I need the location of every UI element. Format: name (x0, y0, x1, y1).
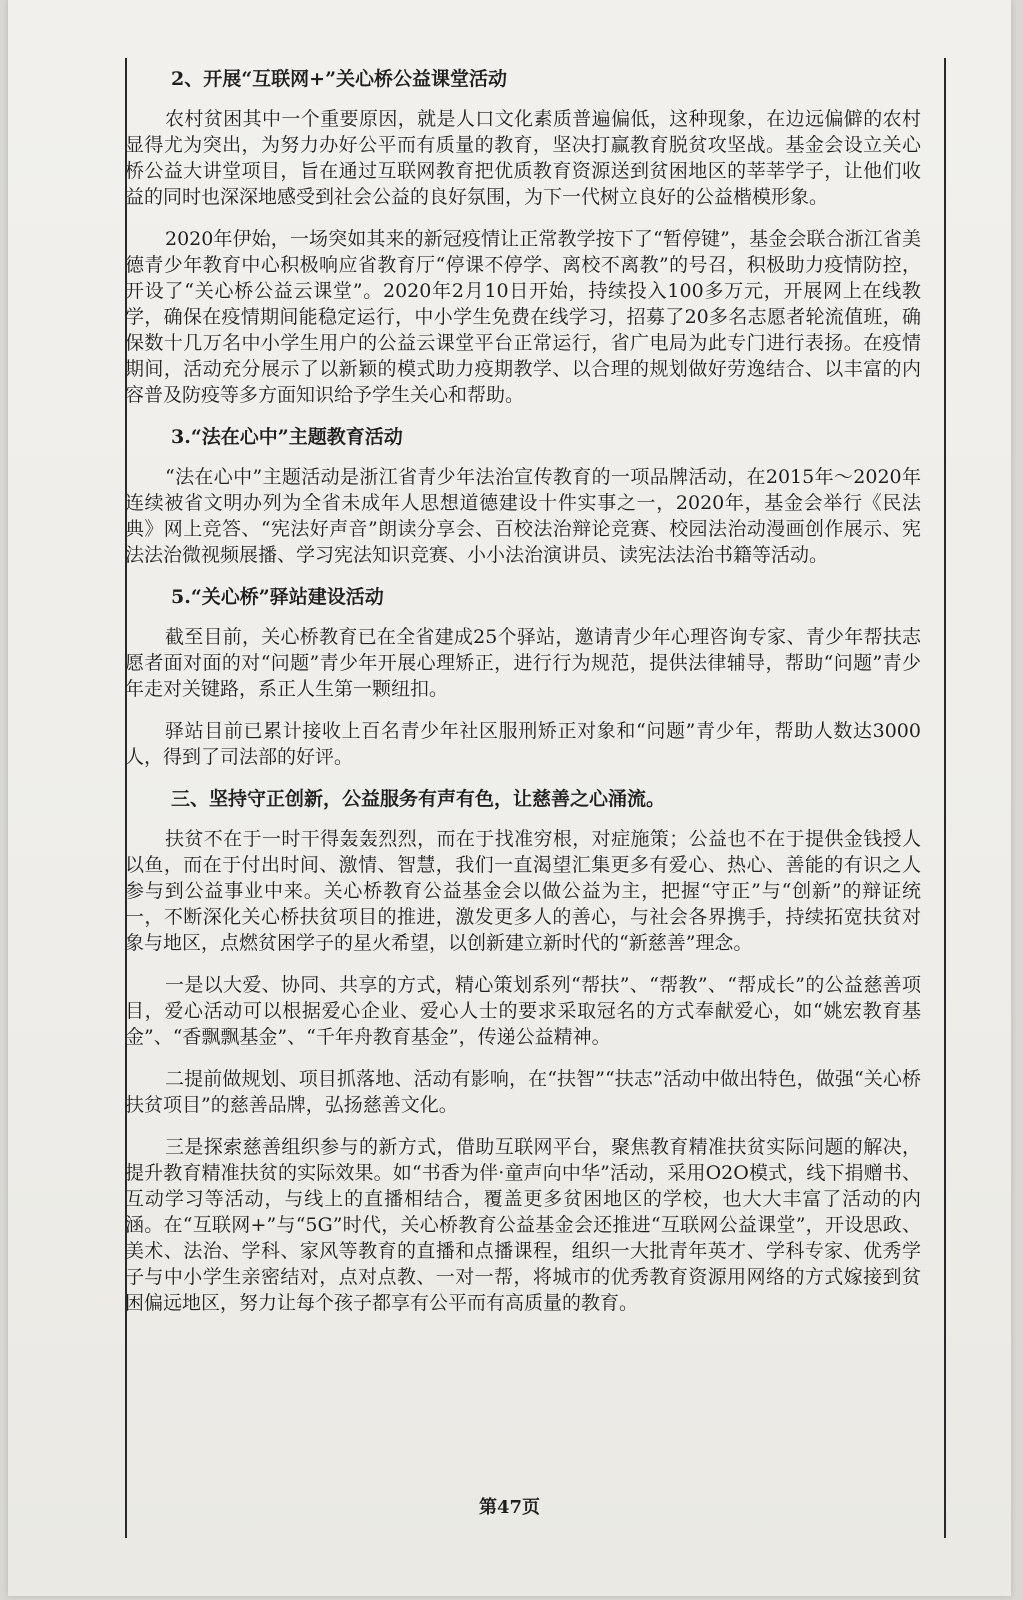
right-border-line (944, 58, 946, 1538)
paragraph: 驿站目前已累计接收上百名青少年社区服刑矫正对象和“问题”青少年，帮助人数达3000人，得到了司法部的好评。 (125, 720, 921, 768)
paragraph: 二提前做规划、项目抓落地、活动有影响，在“扶智”“扶志”活动中做出特色，做强“关心桥扶贫项目”的慈善品牌，弘扬慈善文化。 (125, 1068, 921, 1116)
document-body (125, 66, 921, 1332)
section-heading: 三、坚持守正创新，公益服务有声有色，让慈善之心涌流。 (171, 788, 666, 810)
paragraph: 农村贫困其中一个重要原因，就是人口文化素质普遍偏低，这种现象，在边远偏僻的农村显得尤为突出，为努力办好公平而有质量的教育，坚决打赢教育脱贫攻坚战。基金会设立关心桥公益大讲堂项目，旨在通过互联网教育把优质教育资源送到贫困地区的莘莘学子，让他们收益的同时也深深地感受到社会公益的良好氛围，为下一代树立良好的公益楷模形象。 (125, 108, 921, 208)
section-heading: 5.“关心桥”驿站建设活动 (171, 586, 384, 608)
document-page (8, 0, 1011, 1596)
paragraph: 截至目前，关心桥教育已在全省建成25个驿站，邀请青少年心理咨询专家、青少年帮扶志愿者面对面的对“问题”青少年开展心理矫正，进行行为规范，提供法律辅导，帮助“问题”青少年走对关键路，系正人生第一颗纽扣。 (125, 626, 921, 700)
paragraph: 三是探索慈善组织参与的新方式，借助互联网平台，聚焦教育精准扶贫实际问题的解决，提升教育精准扶贫的实际效果。如“书香为伴·童声向中华”活动，采用O2O模式，线下捐赠书、互动学习等活动，与线上的直播相结合，覆盖更多贫困地区的学校，也大大丰富了活动的内涵。在“互联网+”与“5G”时代，关心桥教育公益基金会还推进“互联网公益课堂”，开设思政、美术、法治、学科、家风等教育的直播和点播课程，组织一大批青年英才、学科专家、优秀学子与中小学生亲密结对，点对点教、一对一帮，将城市的优秀教育资源用网络的方式嫁接到贫困偏远地区，努力让每个孩子都享有公平而有高质量的教育。 (125, 1136, 921, 1314)
page-number: 第47页 (478, 1497, 541, 1518)
paragraph: 2020年伊始，一场突如其来的新冠疫情让正常教学按下了“暂停键”，基金会联合浙江省美德青少年教育中心积极响应省教育厅“停课不停学、离校不离教”的号召，积极助力疫情防控，开设了“关心桥公益云课堂”。2020年2月10日开始，持续投入100多万元，开展网上在线教学，确保在疫情期间能稳定运行，中小学生免费在线学习，招募了20多名志愿者轮流值班，确保数十几万名中小学生用户的公益云课堂平台正常运行，省广电局为此专门进行表扬。在疫情期间，活动充分展示了以新颖的模式助力疫期教学、以合理的规划做好劳逸结合、以丰富的内容普及防疫等多方面知识给予学生关心和帮助。 (125, 228, 921, 406)
paragraph: “法在心中”主题活动是浙江省青少年法治宣传教育的一项品牌活动，在2015年～2020年连续被省文明办列为全省未成年人思想道德建设十件实事之一，2020年，基金会举行《民法典》网上竞答、“宪法好声音”朗读分享会、百校法治辩论竞赛、校园法治动漫画创作展示、宪法法治微视频展播、学习宪法知识竞赛、小小法治演讲员、读宪法法治书籍等活动。 (125, 466, 921, 566)
paragraph: 扶贫不在于一时干得轰轰烈烈，而在于找准穷根，对症施策；公益也不在于提供金钱授人以鱼，而在于付出时间、激情、智慧，我们一直渴望汇集更多有爱心、热心、善能的有识之人参与到公益事业中来。关心桥教育公益基金会以做公益为主，把握“守正”与“创新”的辩证统一，不断深化关心桥扶贫项目的推进，激发更多人的善心，与社会各界携手，持续拓宽扶贫对象与地区，点燃贫困学子的星火希望，以创新建立新时代的“新慈善”理念。 (125, 828, 921, 954)
paragraph: 一是以大爱、协同、共享的方式，精心策划系列“帮扶”、“帮教”、“帮成长”的公益慈善项目，爱心活动可以根据爱心企业、爱心人士的要求采取冠名的方式奉献爱心，如“姚宏教育基金”、“香飘飘基金”、“千年舟教育基金”，传递公益精神。 (125, 974, 921, 1048)
section-heading: 2、开展“互联网+”关心桥公益课堂活动 (171, 68, 507, 90)
section-heading: 3.“法在心中”主题教育活动 (171, 426, 403, 448)
